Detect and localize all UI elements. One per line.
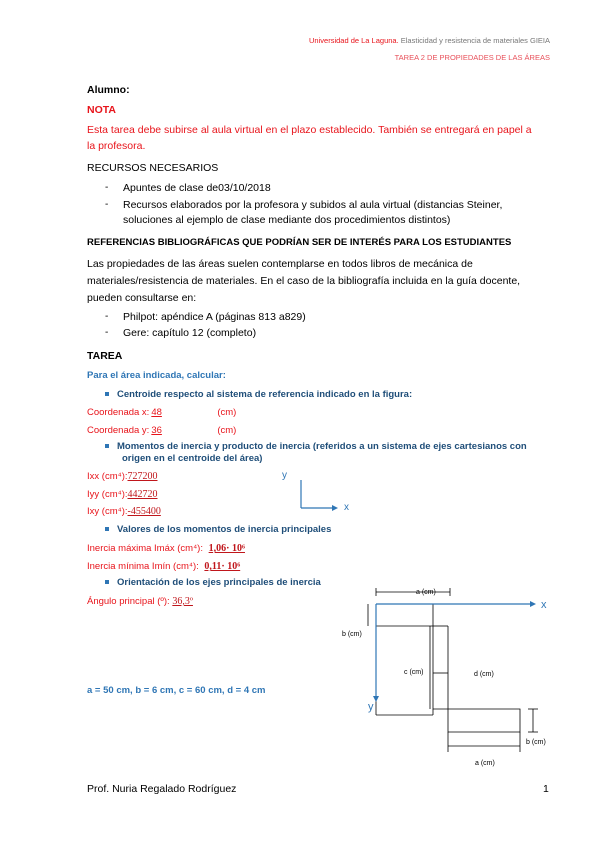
coord-x-unit: (cm) [217, 407, 237, 418]
coord-x-label: Coordenada x: [87, 407, 150, 418]
referencias-p1: Las propiedades de las áreas suelen contemplarse en todos libros de mecánica de [87, 258, 473, 270]
big-x-label: x [541, 599, 547, 611]
angulo-value: 36,3º [172, 596, 193, 607]
small-y-label: y [282, 470, 287, 481]
referencias-p3: pueden consultarse en: [87, 292, 197, 304]
imin-row [87, 561, 270, 572]
section-momentos [105, 441, 527, 452]
dim-b-left-label: b (cm) [342, 631, 362, 638]
recursos-title: RECURSOS NECESARIOS [87, 162, 219, 174]
referencias-item1: Philpot: apéndice A (páginas 813 a829) [123, 311, 306, 323]
angulo-row [87, 596, 234, 607]
referencias-title: REFERENCIAS BIBLIOGRÁFICAS QUE PODRÍAN SER DE INTERÉS PARA LOS ESTUDIANTES [87, 237, 512, 248]
header-course: Elasticidad y resistencia de materiales GIEIA [400, 36, 550, 45]
big-y-label: y [368, 701, 374, 713]
coord-y-row [87, 425, 236, 436]
section-figure [330, 580, 560, 770]
imin-label: Inercia mínima Imín (cm⁴): [87, 561, 199, 572]
section-momentos-line2: origen en el centroide del área) [122, 453, 263, 464]
tarea-title: TAREA [87, 350, 123, 362]
big-y-arrow-icon [373, 696, 379, 702]
square-bullet-icon [105, 580, 109, 584]
section-centroide [105, 389, 412, 400]
square-bullet-icon [105, 392, 109, 396]
coord-x-row [87, 407, 236, 418]
section-principales [105, 524, 331, 535]
footer-page-number: 1 [543, 783, 549, 795]
ixy-value: -455400 [127, 506, 161, 517]
imin-value: 0,11· 10⁶ [204, 561, 241, 572]
dim-d-label: d (cm) [474, 671, 494, 678]
iyy-row [87, 489, 188, 500]
angulo-label: Ángulo principal (º): [87, 596, 170, 607]
coord-y-label: Coordenada y: [87, 425, 150, 436]
alumno-label: Alumno: [87, 84, 130, 96]
section-orientacion [105, 577, 321, 588]
iyy-value: 442720 [127, 489, 158, 500]
imax-row [87, 543, 275, 554]
big-x-arrow-icon [530, 601, 536, 607]
dimensions-text: a = 50 cm, b = 6 cm, c = 60 cm, d = 4 cm [87, 685, 266, 696]
imax-value: 1,06· 10⁶ [208, 543, 245, 554]
square-bullet-icon [105, 527, 109, 531]
nota-line2: la profesora. [87, 140, 146, 152]
dim-a-bottom-label: a (cm) [475, 760, 495, 767]
recursos-item2-line2: soluciones al ejemplo de clase mediante dos procedimientos distintos) [123, 214, 451, 226]
dim-b-right-label: b (cm) [526, 739, 546, 746]
tarea-intro: Para el área indicada, calcular: [87, 370, 226, 381]
section-orientacion-label: Orientación de los ejes principales de inercia [117, 577, 321, 588]
dash-bullet: - [105, 199, 109, 210]
header-line [309, 36, 550, 45]
coord-y-value: 36 [151, 425, 162, 436]
recursos-item2-line1: Recursos elaborados por la profesora y subidos al aula virtual (distancias Steiner, [123, 199, 503, 211]
header-subtitle: TAREA 2 DE PROPIEDADES DE LAS ÁREAS [394, 53, 550, 62]
dash-bullet: - [105, 311, 109, 322]
dash-bullet: - [105, 182, 109, 193]
section-principales-label: Valores de los momentos de inercia principales [117, 524, 332, 535]
section-centroide-label: Centroide respecto al sistema de referencia indicado en la figura: [117, 389, 413, 400]
recursos-item1: Apuntes de clase de03/10/2018 [123, 182, 271, 194]
ixy-label: Ixy (cm⁴): [87, 506, 128, 517]
dim-a-top-label: a (cm) [416, 589, 436, 596]
nota-title: NOTA [87, 104, 116, 116]
small-axes-figure [280, 460, 360, 520]
footer-author: Prof. Nuria Regalado Rodríguez [87, 783, 237, 795]
ixy-row [87, 506, 188, 517]
iyy-label: Iyy (cm⁴): [87, 489, 128, 500]
dash-bullet: - [105, 327, 109, 338]
dim-c-label: c (cm) [404, 669, 424, 676]
ixx-label: Ixx (cm⁴): [87, 471, 128, 482]
imax-label: Inercia máxima Imáx (cm⁴): [87, 543, 203, 554]
coord-y-unit: (cm) [217, 425, 237, 436]
ixx-value: 727200 [127, 471, 158, 482]
small-x-arrow-icon [332, 505, 338, 511]
header-university: Universidad de La Laguna. [309, 36, 399, 45]
nota-line1: Esta tarea debe subirse al aula virtual en el plazo establecido. También se entregará en papel a [87, 124, 532, 136]
coord-x-value: 48 [151, 407, 162, 418]
referencias-p2: materiales/resistencia de materiales. En el caso de la bibliografía incluida en la guía docente, [87, 275, 521, 287]
small-x-label: x [344, 502, 349, 513]
ixx-row [87, 471, 188, 482]
square-bullet-icon [105, 444, 109, 448]
section-momentos-line1: Momentos de inercia y producto de inercia (referidos a un sistema de ejes cartesianos con [117, 441, 527, 452]
referencias-item2: Gere: capítulo 12 (completo) [123, 327, 257, 339]
